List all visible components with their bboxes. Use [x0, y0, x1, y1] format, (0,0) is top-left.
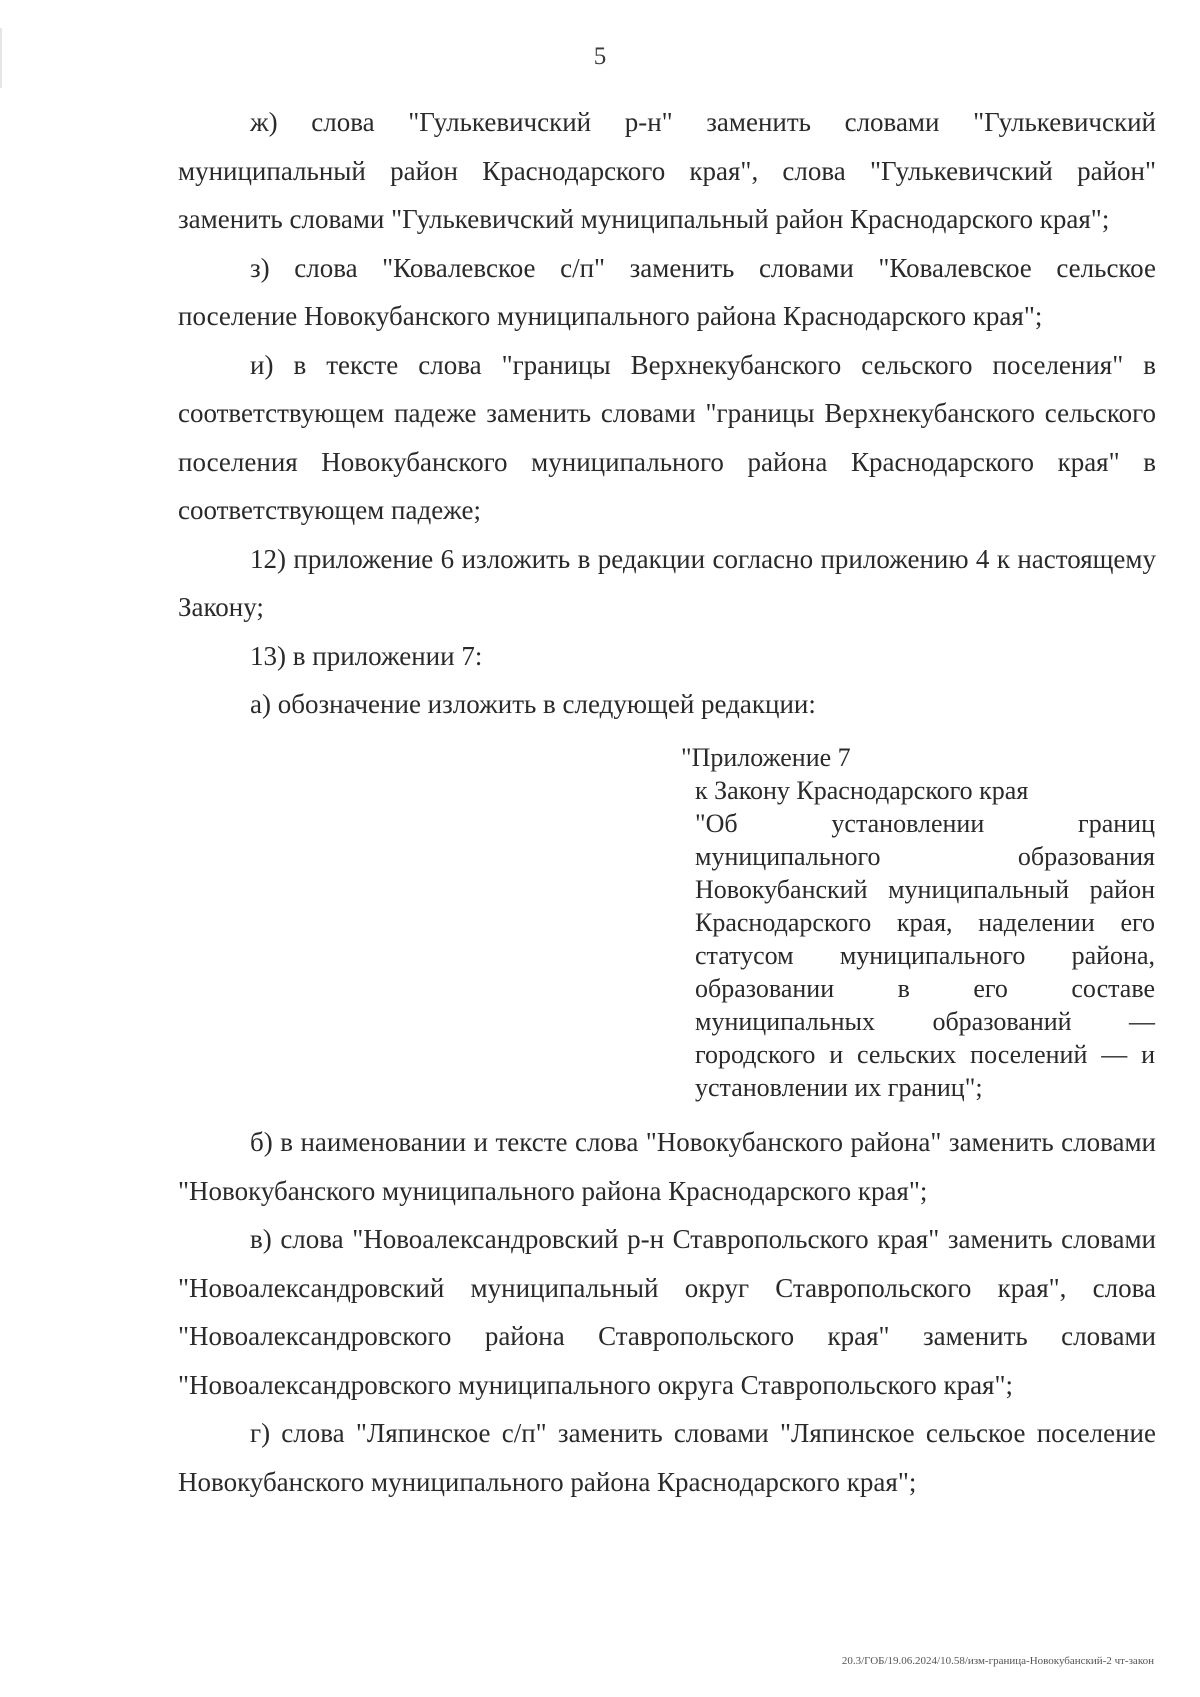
- appendix-title: "Приложение 7: [681, 743, 851, 772]
- appendix-header-block: [681, 741, 1155, 1104]
- body-text-bottom: [178, 1118, 1156, 1506]
- paragraph-i: и) в тексте слова "границы Верхнекубанского сельского поселения" в соответствующем падеже заменить словами "границы Верхнекубанского сельского поселения Новокубанского муниципального района Краснодарского края" в соответствующем падеже;: [178, 349, 1156, 525]
- paragraph-g: г) слова "Ляпинское с/п" заменить словами "Ляпинское сельское поселение Новокубанского муниципального района Краснодарского края";: [178, 1418, 1156, 1497]
- page-number: 5: [593, 43, 607, 70]
- paragraph-zh: ж) слова "Гулькевичский р-н" заменить словами "Гулькевичский муниципальный район Краснодарского края", слова "Гулькевичский район" заменить словами "Гулькевичский муниципальный район Краснодарского края";: [178, 107, 1156, 234]
- paragraph-12: 12) приложение 6 изложить в редакции согласно приложению 4 к настоящему Закону;: [178, 543, 1156, 622]
- paragraph-13: 13) в приложении 7:: [250, 640, 483, 671]
- paragraph-v: в) слова "Новоалександровский р-н Ставропольского края" заменить словами "Новоалександровский муниципальный округ Ставропольского края", слова "Новоалександровского района Ставропольского края" заменить словами "Новоалександровского муниципального округа Ставропольского края";: [178, 1224, 1156, 1400]
- appendix-subtitle: к Закону Краснодарского края: [695, 776, 1029, 805]
- paragraph-a: а) обозначение изложить в следующей редакции:: [250, 689, 816, 719]
- paragraph-z: з) слова "Ковалевское с/п" заменить словами "Ковалевское сельское поселение Новокубанского муниципального района Краснодарского края";: [178, 252, 1156, 331]
- appendix-description: "Об установлении границ муниципального образования Новокубанский муниципальный район Краснодарского края, наделении его статусом муниципального района, образовании в его составе муниципальных образований — городского и сельских поселений — и установлении их границ";: [695, 809, 1155, 1102]
- paragraph-b: б) в наименовании и тексте слова "Новокубанского района" заменить словами "Новокубанского муниципального района Краснодарского края";: [178, 1127, 1156, 1206]
- document-footer-code: 20.3/ГОБ/19.06.2024/10.58/изм-граница-Новокубанский-2 чт-закон: [841, 1655, 1154, 1667]
- body-text-top: [178, 98, 1156, 729]
